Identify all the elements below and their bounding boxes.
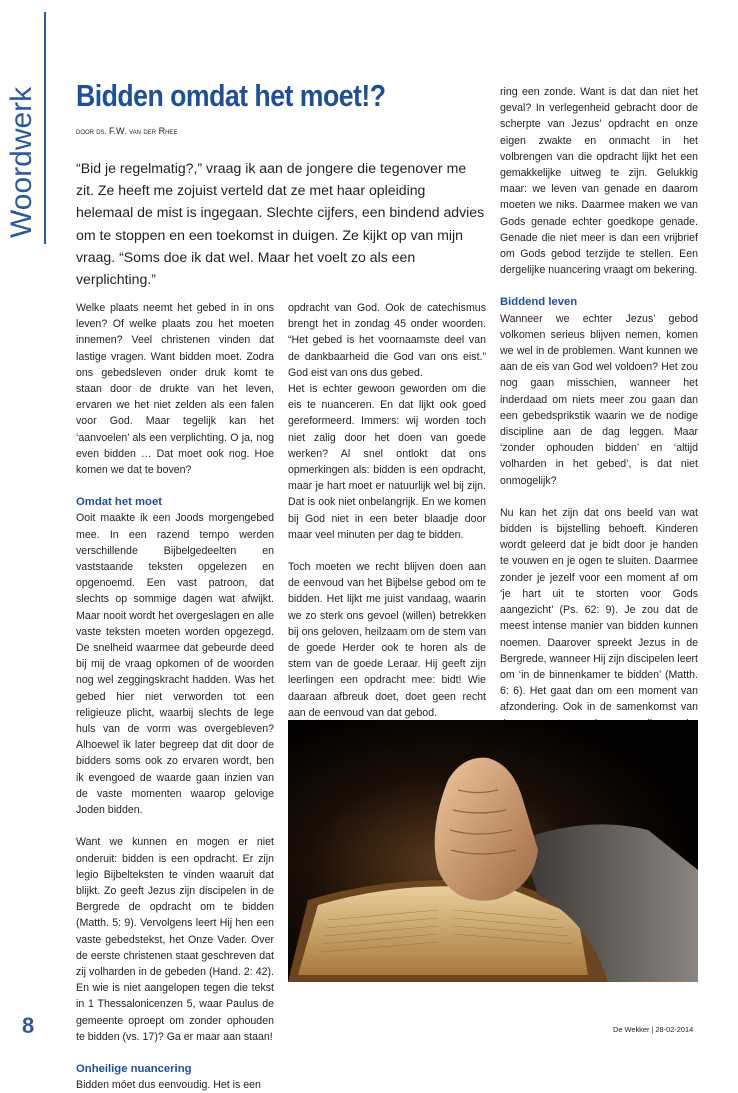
article-title: Bidden omdat het moet!? (76, 78, 386, 113)
subheading: Biddend leven (500, 296, 578, 309)
praying-hands-illustration (288, 720, 698, 982)
column-2 (288, 300, 486, 770)
paragraph: Het is echter gewoon geworden om die eis te nuanceren. En dat lijkt ook goed gereformeerd. Immers: wij worden toch niet zalig door het doen van goede werken? Al snel ontlokt dat ons opmerkingen als: bidden is een opdracht, maar je hart moet er natuurlijk wel bij zijn. Dat is ook niet onbelangrijk. En we komen bij God niet in een beter blaadje door maar veel minuten per dag te bidden. (288, 383, 486, 541)
section-label: Woordwerk (5, 86, 38, 238)
paragraph: Welke plaats neemt het gebed in in ons leven? Of welke plaats zou het moeten innemen? Veel christenen vinden dat lastige vragen. Want bidden moet. Zodra ons gebedsleven onder druk komt te staan door de drukte van het leven, ervaren we het niet zelden als een falen voor God. Maar tegelijk kan het ‘aanvoelen’ als een verplichting. O ja, nog even bidden … Dat moet ook nog. Hoe komen we dat te boven? (76, 302, 274, 477)
byline-prefix: door ds. (76, 127, 107, 136)
column-3 (500, 84, 698, 829)
paragraph: ring een zonde. Want is dat dan niet het geval? In verlegenheid gebracht door de scherpte van Jezus’ opdracht en onze eigen zwakte en onmacht in het volbrengen van die opdracht lijkt het een gemakkelijke uitweg te zijn. Gelukkig maar: we leven van genade en daarom moeten we niks. Daarmee maken we van Gods genade echter goedkope genade. Genade die niet meer is dan een vrijbrief om Gods gebod terzijde te stellen. Een dergelijke nuancering vraagt om bekering. (500, 86, 698, 277)
paragraph: Nu kan het zijn dat ons beeld van wat bidden is bijstelling behoeft. Kinderen wordt geleerd dat je bidt door je handen te vouwen en je ogen te sluiten. Daarmee zonder je jezelf voor een moment af om ‘je hart uit te storten voor Gods aangezicht’ (Ps. 62: 9). Je zou dat de meest intense manier van bidden kunnen noemen. Daarover spreekt Jezus in de Bergrede, wanneer Hij zijn discipelen leert om ‘in de binnenkamer te bidden’ (Matth. 6: 6). Het gaat dan om een moment van afzondering. Ook in de samenkomst van (500, 506, 698, 714)
intro-paragraph: “Bid je regelmatig?,” vraag ik aan de jongere die tegenover me zit. Ze heeft me zojuist verteld dat ze met haar opleiding helemaal de mist is ingegaan. Slechte cijfers, een bindend advies om te stoppen en een toekomst in duigen. Ze kijkt op van mijn vraag. “Soms doe ik dat wel. Maar het voelt zo als een verplichting.” (76, 160, 485, 288)
paragraph: Toch moeten we recht blijven doen aan de eenvoud van het Bijbelse gebod om te bidden. Het lijkt me juist vandaag, waarin we zo sterk ons gevoel (willen) betrekken bij ons geloven, heilzaam om de stem van de goede Herder ook te horen als de stem van de goede Leraar. Hij geeft zijn leerlingen een opdracht mee: bidt! Wie daaraan afbreuk doet, doet geen recht aan de eenvoud van dat gebod. (288, 561, 486, 719)
subheading: Onheilige nuancering (76, 1062, 192, 1075)
column-1 (76, 300, 274, 1093)
footer-publication: De Wekker | 28-02-2014 (613, 1025, 694, 1034)
praying-hands-photo (288, 720, 698, 982)
subheading: Omdat het moet (76, 496, 162, 509)
paragraph: Wanneer we echter Jezus’ gebod volkomen serieus blijven nemen, komen we wel in de problemen. Want kunnen we aan de eis van God wel voldoen? Het zou nog gaan misschien, wanneer het inderdaad om niets meer zou gaan dan een gebedsprikstik waarin we de nodige discipline aan de dag leggen. Maar ‘zonder ophouden bidden’ en ‘altijd volharden in het gebed’, is dat niet onmogelijk? (500, 312, 698, 487)
page-number: 8 (22, 1013, 35, 1038)
byline (76, 126, 177, 136)
paragraph: opdracht van God. Ook de catechismus brengt het in zondag 45 onder woorden. “Het gebed is het voornaamste deel van de dankbaarheid die God van ons eist.” God eist van ons dus gebed. (288, 302, 486, 379)
paragraph: Want we kunnen en mogen er niet onderuit: bidden is een opdracht. Er zijn legio Bijbelteksten te vinden waaruit dat blijkt. Zo geeft Jezus zijn discipelen in de Bergrede de opdracht om te bidden (Matth. 5: 9). Vervolgens leert Hij hen een vaste gebedstekst, het Onze Vader. Over de eerste christenen staat geschreven dat zij volharden in de gebeden (Hand. 2: 42). En wie is niet aangelopen tegen die tekst in 1 Thessalonicenzen 5, waar Paulus de gemeente oproept om zonder ophouden te bidden (vs. 17)? Ga er maar aan staan! (76, 836, 274, 1043)
side-rule (44, 12, 46, 244)
byline-author: F.W. van der Rhee (109, 126, 178, 136)
paragraph: Bidden móet dus eenvoudig. Het is een (76, 1079, 261, 1092)
paragraph: Ooit maakte ik een Joods morgengebed mee. In een razend tempo werden verschillende Bijbelgedeelten en vaststaande teksten opgelezen en opgenoemd. Een vast patroon, dat slechts op sommige dagen wat afwijkt. Maar nooit wordt het overgeslagen en alle vaste teksten moeten worden opgezegd. De snelheid waarmee dat gebeurde deed bij mij de vraag opkomen of de woorden nog wel zeggingskracht hadden. Was het gebed hier niet verworden tot een religieuze plicht, waarbij slechts de lege huls van de vorm was overgebleven? Alhoewel ik later begreep dat dit door de bidders soms ook zo ervaren wordt, ben ik evengoed de waarde gaan inzien van de vaste momenten waarop gelovige Joden bidden. (76, 512, 274, 817)
